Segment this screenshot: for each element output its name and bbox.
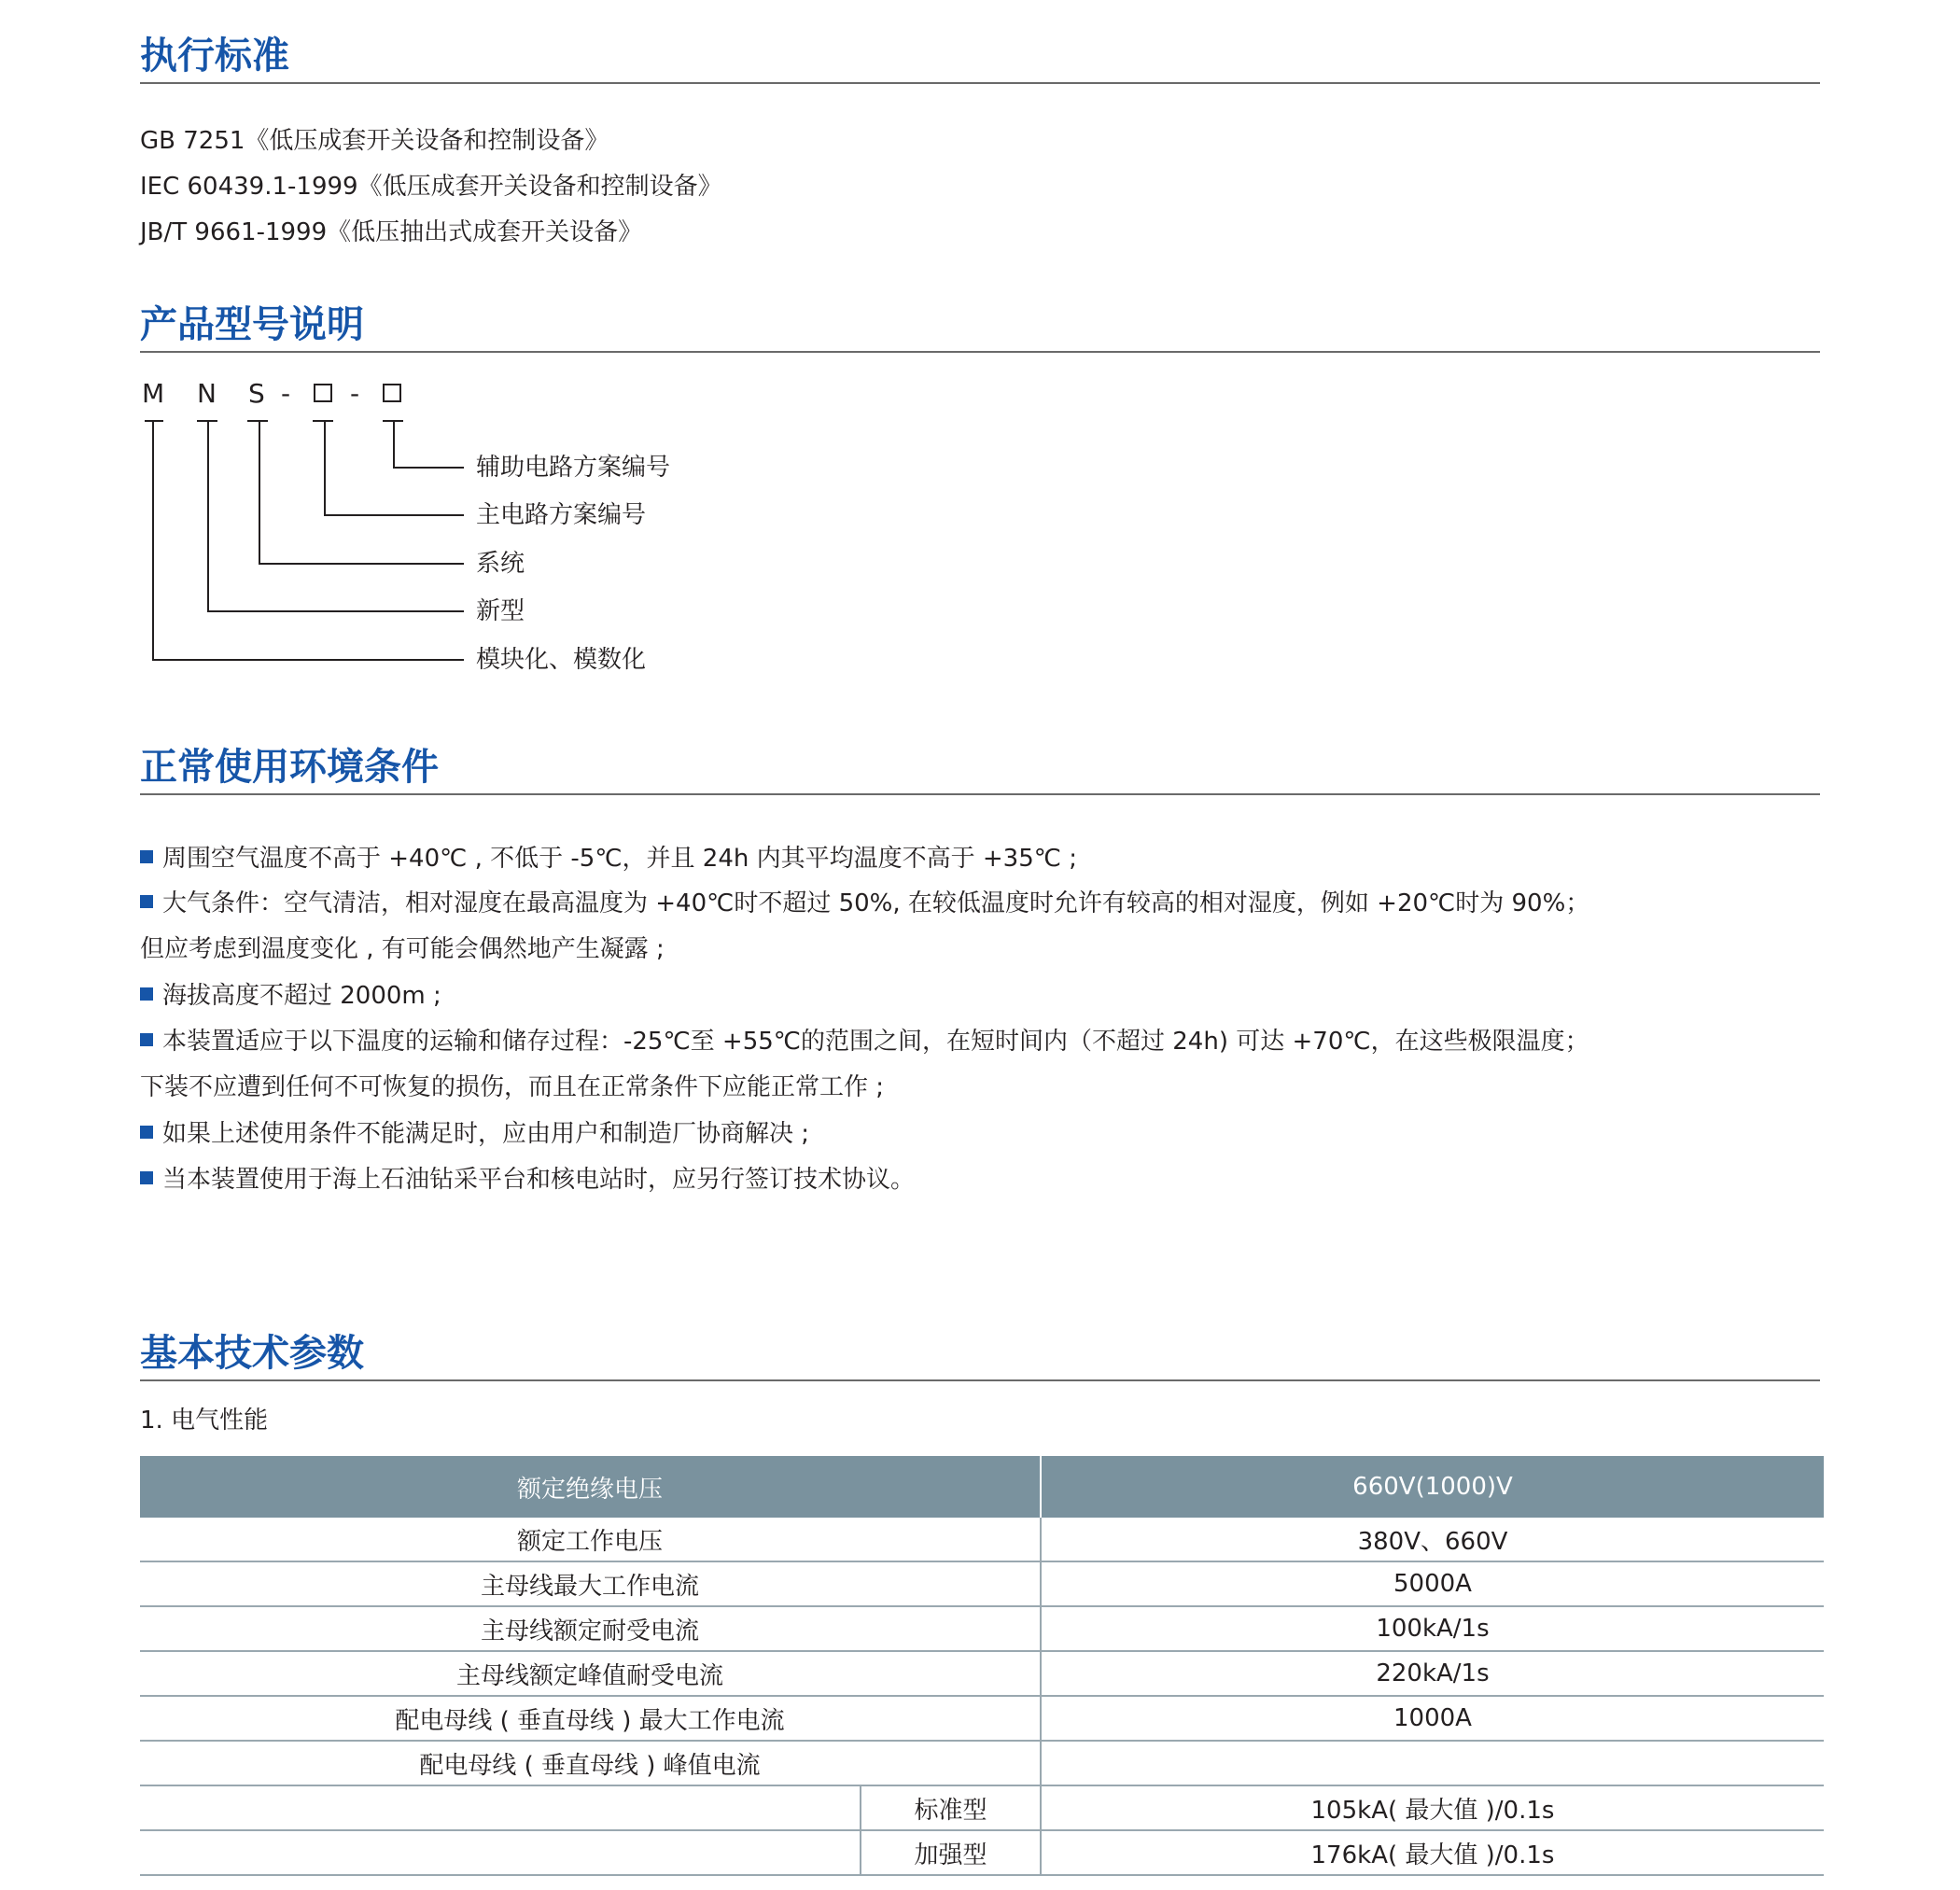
params-subtitle: 1. 电气性能 [140,1407,269,1435]
bullet-icon [140,1033,153,1046]
env-item-altitude: 海拔高度不超过 2000m ; [140,980,441,1012]
row-value: 100kA/1s [1041,1606,1824,1651]
row-param: 主母线额定峰值耐受电流 [140,1651,1041,1696]
connector-h-box-2 [393,467,464,469]
env-item-atmosphere: 大气条件：空气清洁，相对湿度在最高温度为 +40℃时不超过 50%, 在较低温度时允许有较高的相对湿度，例如 +20℃时为 90%； [140,888,1589,919]
connector-v-s [259,420,260,564]
connector-v-box-2 [393,420,395,468]
bullet-icon [140,895,153,908]
model-letter-m: M [142,378,165,409]
subrow-indent-cell [140,1830,861,1875]
row-value: 220kA/1s [1041,1651,1824,1696]
row-value: 380V、660V [1041,1518,1824,1561]
table-subrow [140,1830,1824,1875]
label-aux-circuit-no: 辅助电路方案编号 [476,454,671,482]
table-row [140,1651,1824,1696]
header-param: 额定绝缘电压 [140,1456,1041,1518]
model-placeholder-box-1 [314,384,332,402]
env-item-transport: 本装置适应于以下温度的运输和储存过程：-25℃至 +55℃的范围之间，在短时间内（不超过 24h) 可达 +70℃，在这些极限温度； [140,1026,1589,1057]
section-title-model: 产品型号说明 [140,301,1820,353]
table-row [140,1561,1824,1606]
model-placeholder-box-2 [383,384,401,402]
label-main-circuit-no: 主电路方案编号 [476,501,647,529]
bullet-icon [140,1171,153,1184]
env-item-negotiation: 如果上述使用条件不能满足时，应由用户和制造厂协商解决 ; [140,1118,809,1150]
model-separator-2: - [350,378,360,409]
subrow-value: 105kA( 最大值 )/0.1s [1041,1785,1824,1830]
subrow-value: 176kA( 最大值 )/0.1s [1041,1830,1824,1875]
table-row [140,1741,1824,1785]
connector-h-s [259,563,464,565]
header-value: 660V(1000)V [1041,1456,1824,1518]
tick-m [145,420,163,422]
section-title-environment: 正常使用环境条件 [140,743,1820,795]
subrow-param: 标准型 [861,1785,1041,1830]
label-system: 系统 [476,550,525,578]
standard-line-3: JB/T 9661-1999《低压抽出式成套开关设备》 [140,218,643,246]
row-value: 1000A [1041,1696,1824,1741]
row-param: 主母线最大工作电流 [140,1561,1041,1606]
row-param: 主母线额定耐受电流 [140,1606,1041,1651]
env-item-temperature: 周围空气温度不高于 +40℃ , 不低于 -5℃，并且 24h 内其平均温度不高于 +35℃ ; [140,843,1077,875]
connector-v-box-1 [324,420,326,515]
bullet-icon [140,850,153,863]
env-item-offshore: 当本装置使用于海上石油钻采平台和核电站时，应另行签订技术协议。 [140,1164,915,1196]
connector-v-n [207,420,209,611]
subrow-param: 加强型 [861,1830,1041,1875]
subrow-indent-cell [140,1785,861,1830]
connector-v-m [152,420,154,660]
connector-h-box-1 [324,514,464,516]
tick-s [247,420,268,422]
section-title-standards: 执行标准 [140,32,1820,84]
electrical-params-table [140,1456,1824,1876]
model-letter-n: N [197,378,217,409]
connector-h-n [207,610,464,612]
connector-h-m [152,659,464,661]
row-value: 5000A [1041,1561,1824,1606]
row-value [1041,1741,1824,1785]
standard-line-2: IEC 60439.1-1999《低压成套开关设备和控制设备》 [140,173,722,201]
model-separator-1: - [281,378,291,409]
table-row [140,1696,1824,1741]
env-item-transport-cont: 下装不应遭到任何不可恢复的损伤，而且在正常条件下应能正常工作 ; [140,1073,885,1101]
model-letter-s: S [248,378,265,409]
label-modular: 模块化、模数化 [476,646,647,674]
tick-box-1 [313,420,333,422]
table-subrow [140,1785,1824,1830]
section-title-params: 基本技术参数 [140,1329,1820,1381]
row-param: 额定工作电压 [140,1518,1041,1561]
table-row [140,1518,1824,1561]
table-row [140,1606,1824,1651]
env-item-atmosphere-cont: 但应考虑到温度变化 , 有可能会偶然地产生凝露 ; [140,935,665,963]
bullet-icon [140,1126,153,1139]
row-param: 配电母线 ( 垂直母线 ) 最大工作电流 [140,1696,1041,1741]
bullet-icon [140,987,153,1001]
standard-line-1: GB 7251《低压成套开关设备和控制设备》 [140,127,609,155]
table-header-row [140,1456,1824,1518]
label-new-type: 新型 [476,597,525,625]
row-param: 配电母线 ( 垂直母线 ) 峰值电流 [140,1741,1041,1785]
